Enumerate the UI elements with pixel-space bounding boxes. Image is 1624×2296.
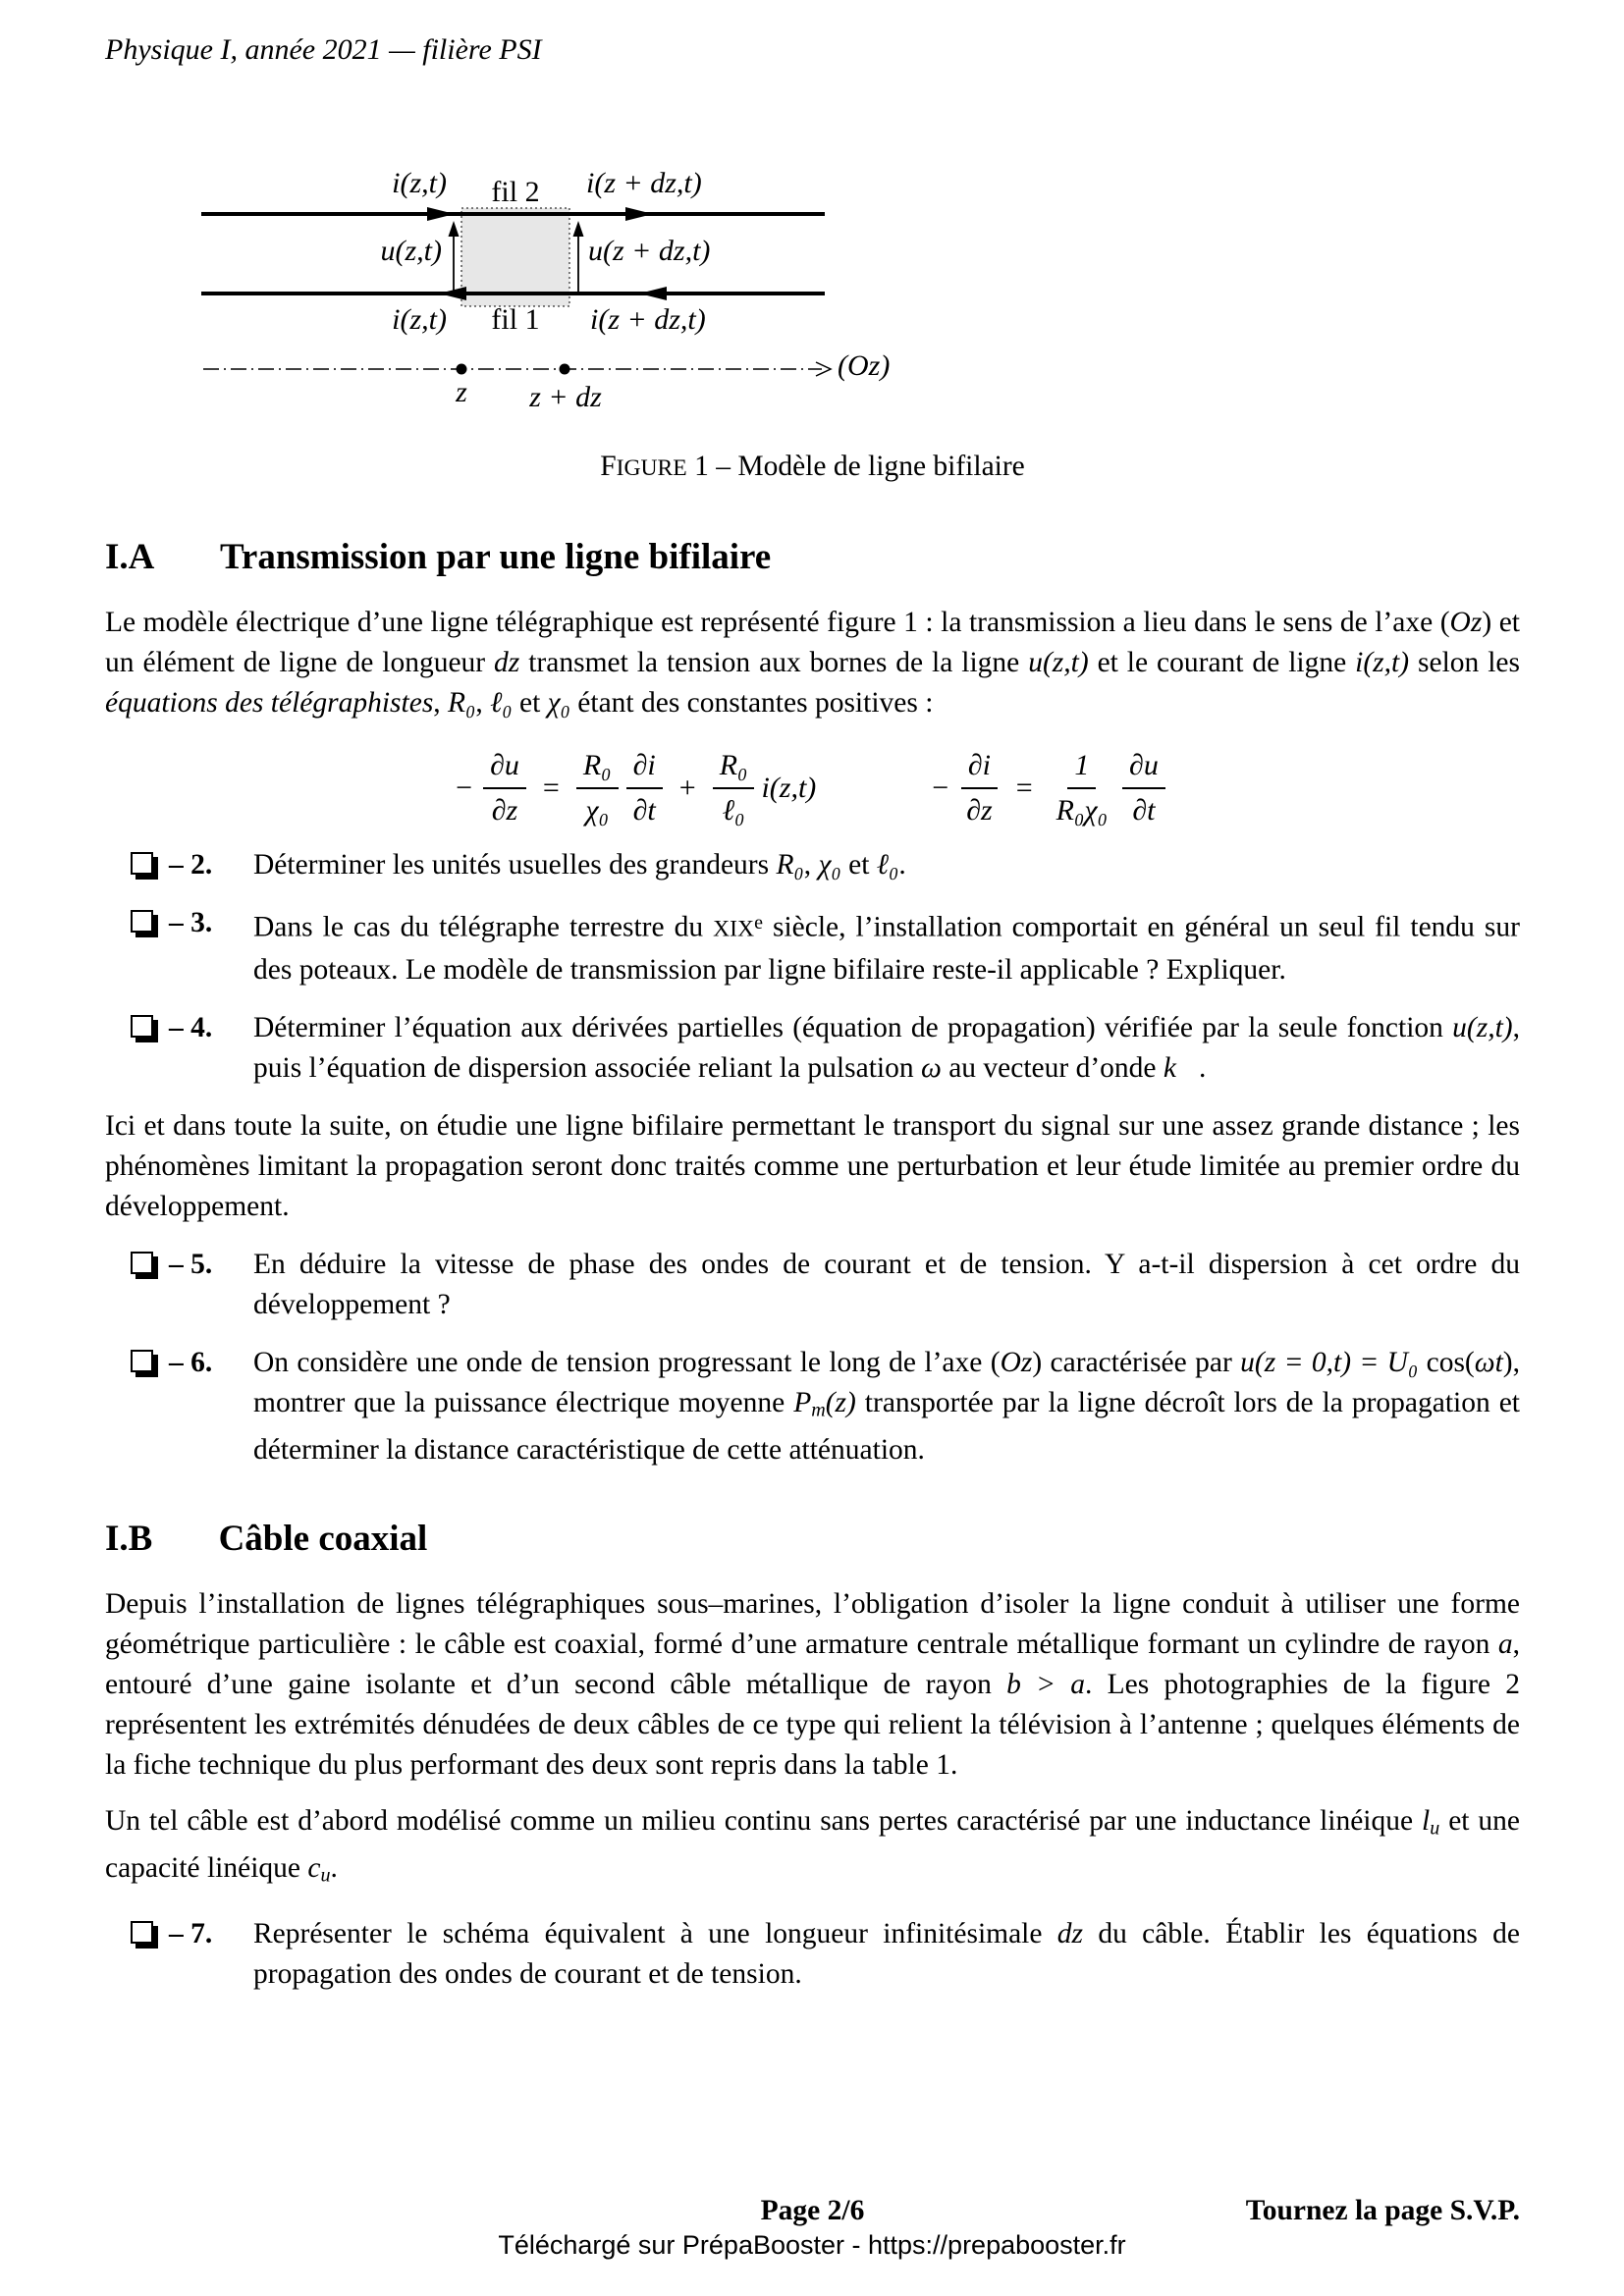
label-wire-1: fil 1 <box>491 303 540 336</box>
question-text: En déduire la vitesse de phase des ondes de courant et de tension. Y a-t-il dispersion à cet ordre du développement ? <box>253 1248 1520 1320</box>
label-current-top-left: i(z,t) <box>392 167 447 199</box>
label-voltage-right: u(z + dz,t) <box>588 235 711 267</box>
checkbox-icon <box>131 1921 153 1944</box>
current-arrow-top-right <box>625 207 653 221</box>
denominator: ∂t <box>632 794 656 827</box>
label-current-top-right: i(z + dz,t) <box>586 167 702 199</box>
question-6 <box>105 1343 1520 1470</box>
label-current-bottom-left: i(z,t) <box>392 303 447 336</box>
fraction <box>626 749 663 828</box>
current-arrow-top-left <box>427 207 455 221</box>
denominator: χ₀ <box>585 794 610 827</box>
label-z: z <box>456 376 467 408</box>
numerator: ∂i <box>961 749 998 789</box>
telegraphist-equations <box>105 749 1520 828</box>
denominator: ∂z <box>491 794 518 827</box>
question-number: – 6. <box>169 1346 213 1378</box>
question-4 <box>105 1008 1520 1089</box>
paragraph-coaxial-model: Un tel câble est d’abord modélisé comme un milieu continu sans pertes caractérisé par une inductance linéique lu et une capacité linéique cu. <box>105 1805 1520 1887</box>
turn-page-notice: Tournez la page S.V.P. <box>1245 2195 1520 2226</box>
question-text: Dans le cas du télégraphe terrestre du XIXe siècle, l’installation comportait en général un seul fil tendu sur des poteaux. Le modèle de transmission par ligne bifilaire reste-il applicable ? Expliquer. <box>253 911 1520 986</box>
figure-1-bifilar-line-diagram <box>201 113 967 417</box>
equation-du-dz <box>456 749 816 828</box>
question-number: – 5. <box>169 1248 213 1280</box>
fraction <box>1122 749 1165 828</box>
fraction <box>483 749 526 828</box>
numerator: ∂u <box>1122 749 1165 789</box>
question-3-marker <box>131 903 253 990</box>
checkbox-icon <box>131 1015 153 1038</box>
page-header: Physique I, année 2021 — filière PSI <box>105 33 542 66</box>
numerator: 1 <box>1067 749 1096 789</box>
question-text: Représenter le schéma équivalent à une longueur infinitésimale dz du câble. Établir les équations de propagation des ondes de courant et de tension. <box>253 1917 1520 1990</box>
plus-sign: + <box>678 772 696 804</box>
fraction <box>576 749 619 828</box>
current-arrow-bottom-left <box>439 287 466 300</box>
minus-sign: − <box>932 772 949 804</box>
question-5 <box>105 1245 1520 1325</box>
question-number: – 2. <box>169 849 213 881</box>
numerator: R₀ <box>576 749 619 789</box>
voltage-arrow-left-head <box>449 221 460 237</box>
main-column <box>105 447 1520 2012</box>
label-axis-oz: (Oz) <box>838 349 891 382</box>
fraction <box>1050 749 1114 828</box>
denominator: ℓ₀ <box>722 794 745 827</box>
section-title: Transmission par une ligne bifilaire <box>219 537 772 577</box>
section-heading-ia <box>105 534 1520 581</box>
paragraph-coaxial-intro: Depuis l’installation de lignes télégraphiques sous–marines, l’obligation d’isoler la ligne conduit à utiliser une forme géométrique particulière : le câble est coaxial, formé d’une armature centrale métallique formant un cylindre de rayon a, entouré d’une gaine isolante et d’un second câble métallique de rayon b > a. Les photographies de la figure 2 représentent les extrémités dénudées de deux câbles de ce type qui relient la télévision à l’antenne ; quelques éléments de la fiche technique du plus performant des deux sont repris dans la table 1. <box>105 1588 1520 1782</box>
question-5-marker <box>131 1245 253 1325</box>
label-z-plus-dz: z + dz <box>529 381 602 413</box>
fraction <box>959 749 1000 828</box>
checkbox-icon <box>131 1350 153 1372</box>
paragraph-perturbation-note: Ici et dans toute la suite, on étudie une ligne bifilaire permettant le transport du signal sur une assez grande distance ; les phénomènes limitant la propagation seront donc traités comme une perturbation et leur étude limitée au premier ordre du développement. <box>105 1109 1520 1222</box>
section-number: I.B <box>105 1519 153 1560</box>
figure-caption: FIGURE 1 – Modèle de ligne bifilaire <box>600 451 1025 482</box>
equation-di-dz <box>932 749 1169 828</box>
question-number: – 4. <box>169 1011 213 1043</box>
question-text: Déterminer les unités usuelles des grandeurs R₀, χ₀ et ℓ₀. <box>253 849 906 881</box>
numerator: ∂i <box>626 749 663 789</box>
question-3 <box>105 903 1520 990</box>
checkbox-icon <box>131 910 153 933</box>
label-current-bottom-right: i(z + dz,t) <box>590 303 706 336</box>
point-z-dz <box>560 364 570 375</box>
fraction <box>713 749 755 828</box>
numerator: ∂u <box>483 749 526 789</box>
minus-sign: − <box>456 772 473 804</box>
question-number: – 7. <box>169 1917 213 1949</box>
section-title: Câble coaxial <box>218 1519 428 1560</box>
section-heading-ib <box>105 1516 1520 1563</box>
label-voltage-left: u(z,t) <box>380 235 442 267</box>
question-7-marker <box>131 1914 253 1995</box>
question-text: On considère une onde de tension progressant le long de l’axe (Oz) caractérisée par u(z = 0,t) = U₀ cos(ωt), montrer que la puissance électrique moyenne Pm(z) transportée par la ligne décroît lors de la propagation et déterminer la distance caractéristique de cette atténuation. <box>253 1346 1520 1467</box>
question-6-marker <box>131 1343 253 1470</box>
page-number: Page 2/6 <box>760 2195 865 2226</box>
denominator: ∂z <box>966 794 993 827</box>
voltage-arrow-right-head <box>573 221 584 237</box>
checkbox-icon <box>131 1252 153 1274</box>
question-2-marker <box>131 845 253 885</box>
current-term: i(z,t) <box>761 772 817 804</box>
denominator: R₀χ₀ <box>1056 794 1109 827</box>
current-arrow-bottom-right <box>639 287 667 300</box>
numerator: R₀ <box>713 749 755 789</box>
point-z <box>457 364 467 375</box>
question-4-marker <box>131 1008 253 1089</box>
question-2 <box>105 845 1520 885</box>
download-credit: Téléchargé sur PrépaBooster - https://prepabooster.fr <box>498 2230 1126 2260</box>
question-7 <box>105 1914 1520 1995</box>
equals-sign: = <box>542 772 560 804</box>
question-text: Déterminer l’équation aux dérivées partielles (équation de propagation) vérifiée par la seule fonction u(z,t), puis l’équation de dispersion associée reliant la pulsation ω au vecteur d’onde k⃗. <box>253 1011 1520 1084</box>
question-number: – 3. <box>169 907 213 938</box>
checkbox-icon <box>131 852 153 875</box>
label-wire-2: fil 2 <box>491 176 540 208</box>
section-number: I.A <box>105 537 155 577</box>
equals-sign: = <box>1015 772 1033 804</box>
paragraph-intro-bifilar: Le modèle électrique d’une ligne télégraphique est représenté figure 1 : la transmission a lieu dans le sens de l’axe (Oz) et un élément de ligne de longueur dz transmet la tension aux bornes de la ligne u(z,t) et le courant de ligne i(z,t) selon les équations des télégraphistes, R₀, ℓ₀ et χ₀ étant des constantes positives : <box>105 607 1520 719</box>
denominator: ∂t <box>1132 794 1156 827</box>
